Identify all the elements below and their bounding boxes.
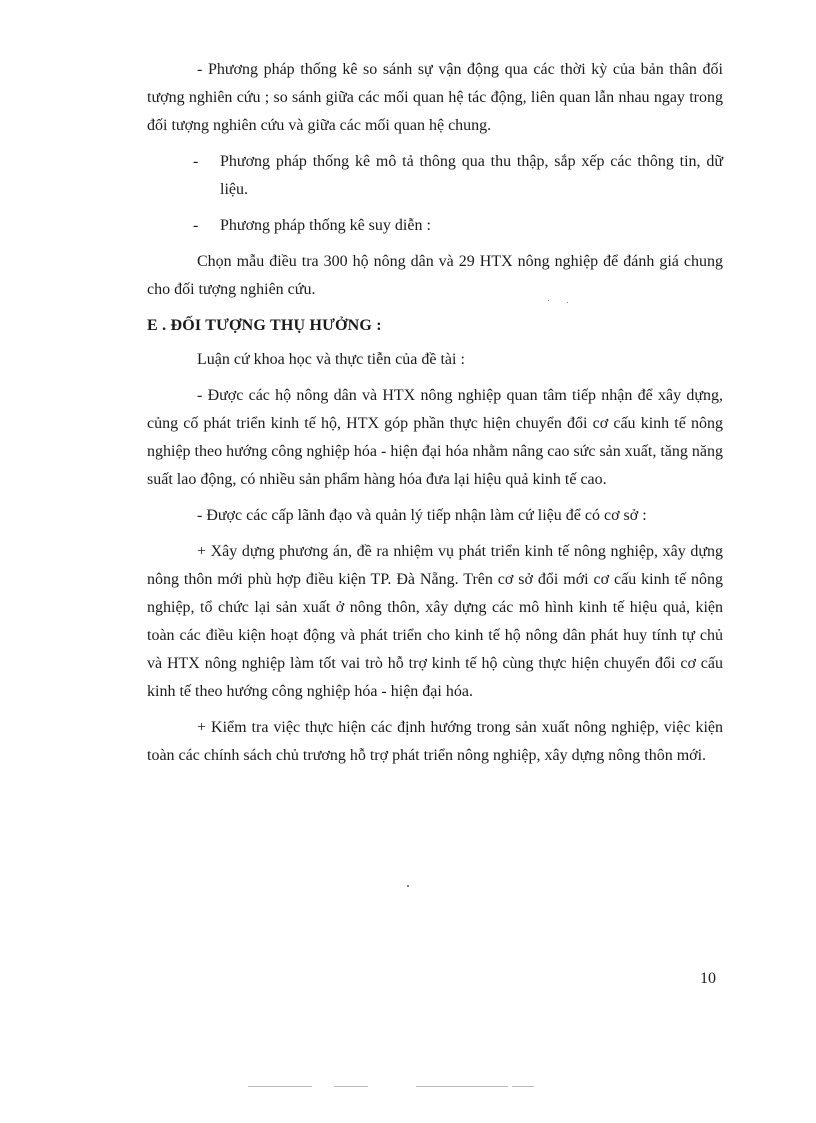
page-content <box>147 56 723 778</box>
bullet-inferential-statistics <box>193 212 723 240</box>
footer-rule <box>334 1086 368 1087</box>
bullet-mark: - <box>193 153 199 170</box>
bullet-text: Phương pháp thống kê mô tả thông qua thu thập, sắp xếp các thông tin, dữ liệu. <box>220 153 723 198</box>
scan-speck <box>407 885 409 887</box>
footer-rule <box>416 1086 508 1087</box>
bullet-mark: - <box>193 217 199 234</box>
paragraph-plan: + Xây dựng phương án, đề ra nhiệm vụ phát triển kinh tế nông nghiệp, xây dựng nông thôn mới phù hợp điều kiện TP. Đà Nẵng. Trên cơ sở đổi mới cơ cấu kinh tế nông nghiệp, tổ chức lại sản xuất ở nông thôn, xây dựng các mô hình kinh tế hiệu quả, kiện toàn các điều kiện hoạt động và phát triển cho kinh tế hộ nông dân phát huy tính tự chủ và HTX nông nghiệp làm tốt vai trò hỗ trợ kinh tế hộ cùng thực hiện chuyển đổi cơ cấu kinh tế theo hướng công nghiệp hóa - hiện đại hóa. <box>147 543 723 700</box>
footer-rule <box>248 1086 312 1087</box>
footer-rule <box>512 1086 534 1087</box>
paragraph-leaders: - Được các cấp lãnh đạo và quản lý tiếp nhận làm cứ liệu để có cơ sở : <box>197 507 647 524</box>
paragraph-sample: Chọn mẫu điều tra 300 hộ nông dân và 29 HTX nông nghiệp để đánh giá chung cho đối tượng nghiên cứu. <box>147 253 723 298</box>
bullet-text: Phương pháp thống kê suy diễn : <box>220 217 431 234</box>
scan-speck <box>548 300 549 301</box>
footer-rules <box>0 1086 816 1092</box>
bullet-descriptive-statistics <box>193 148 723 204</box>
paragraph-households: - Được các hộ nông dân và HTX nông nghiệp quan tâm tiếp nhận để xây dựng, củng cố phát triển kinh tế hộ, HTX góp phần thực hiện chuyển đổi cơ cấu kinh tế nông nghiệp theo hướng công nghiệp hóa - hiện đại hóa nhằm nâng cao sức sản xuất, tăng năng suất lao động, có nhiều sản phẩm hàng hóa đưa lại hiệu quả kinh tế cao. <box>147 387 723 488</box>
paragraph-inspection: + Kiểm tra việc thực hiện các định hướng trong sản xuất nông nghiệp, việc kiện toàn các chính sách chủ trương hỗ trợ phát triển nông nghiệp, xây dựng nông thôn mới. <box>147 719 723 764</box>
section-heading: E . ĐỐI TƯỢNG THỤ HƯỞNG : <box>147 317 382 334</box>
paragraph-comparative-statistics: - Phương pháp thống kê so sánh sự vận động qua các thời kỳ của bản thân đối tượng nghiên cứu ; so sánh giữa các mối quan hệ tác động, liên quan lẫn nhau ngay trong đối tượng nghiên cứu và giữa các mối quan hệ chung. <box>147 61 723 134</box>
page-number: 10 <box>700 970 716 987</box>
scan-speck <box>567 302 568 303</box>
paragraph-rationale: Luận cứ khoa học và thực tiễn của đề tài : <box>197 351 465 368</box>
